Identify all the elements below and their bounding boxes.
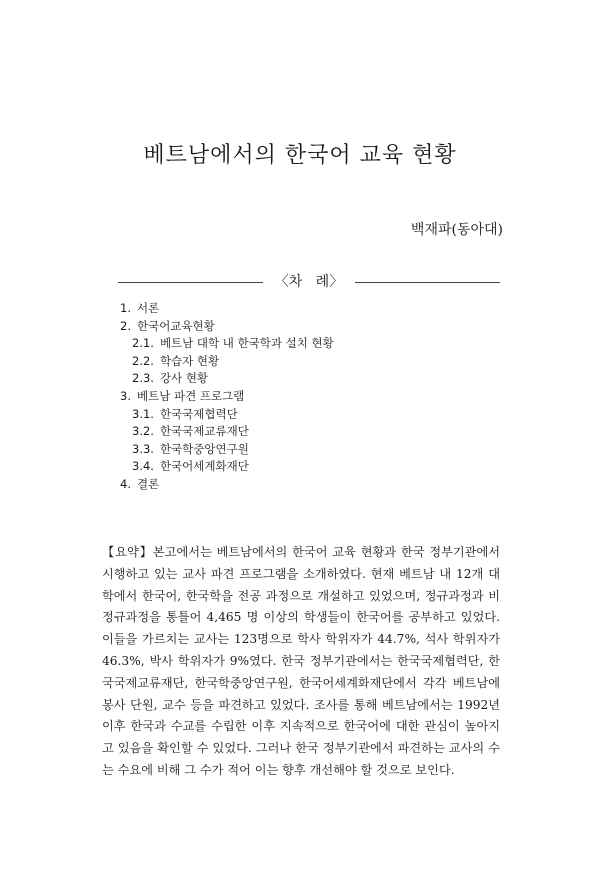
toc-item-number: 2. (120, 318, 131, 333)
toc-subitem (120, 406, 334, 424)
toc-heading (118, 272, 500, 292)
toc-item (120, 300, 334, 318)
author-affiliation: 백재파(동아대) (410, 222, 503, 238)
toc-subitem (120, 353, 334, 371)
toc-item-number: 3.2. (132, 424, 154, 439)
toc-subitem (120, 423, 334, 441)
toc-item-number: 2.3. (132, 371, 154, 386)
toc-item-text: 강사 현황 (159, 371, 209, 386)
toc-item (120, 388, 334, 406)
toc-item (120, 476, 334, 494)
paper-title: 베트남에서의 한국어 교육 현황 (143, 143, 457, 168)
toc-item-number: 3. (120, 388, 131, 403)
toc-rule-right (355, 282, 500, 283)
toc-item-number: 3.1. (132, 406, 154, 421)
abstract (102, 542, 500, 782)
toc-item-text: 학습자 현황 (159, 353, 220, 368)
toc-subitem (120, 370, 334, 388)
toc-item-number: 4. (120, 476, 131, 491)
abstract-text: 본고에서는 베트남에서의 한국어 교육 현황과 한국 정부기관에서 시행하고 있는 교사 파견 프로그램을 소개하였다. 현재 베트남 내 12개 대학에서 한국어, 한국학을 전공 과정으로 개설하고 있었으며, 정규과정과 비정규과정을 통틀어 4,465 명 이상의 학생들이 한국어를 공부하고 있었다. 이들을 가르치는 교사는 123명으로 학사 학위자가 44.7%, 석사 학위자가 46.3%, 박사 학위자가 9%였다. 한국 정부기관에서는 한국국제협력단, 한국국제교류재단, 한국학중앙연구원, 한국어세계화재단에서 각각 베트남에 봉사 단원, 교수 등을 파견하고 있었다. 조사를 통해 베트남에서는 1992년 이후 한국과 수교를 수립한 이후 지속적으로 한국어에 대한 관심이 높아지고 있음을 확인할 수 있었다. 그러나 한국 정부기관에서 파견하는 교사의 수는 수요에 비해 그 수가 적어 이는 향후 개선해야 할 것으로 보인다. (102, 545, 500, 777)
toc-heading-label: 〈차 례〉 (274, 274, 344, 290)
toc-item-text: 결론 (136, 476, 160, 491)
toc-item-text: 베트남 대학 내 한국학과 설치 현황 (159, 336, 334, 351)
toc-rule-left (118, 282, 263, 283)
toc-item-number: 2.2. (132, 353, 154, 368)
toc-item-text: 한국어교육현황 (136, 318, 215, 333)
toc-item-number: 3.4. (132, 459, 154, 474)
toc-item-number: 1. (120, 301, 131, 315)
toc-item-text: 한국국제협력단 (159, 406, 238, 421)
toc-item-number: 2.1. (132, 336, 154, 351)
toc-item-text: 한국어세계화재단 (159, 459, 249, 474)
toc-item-text: 서론 (136, 301, 160, 315)
toc-item-number: 3.3. (132, 441, 154, 456)
table-of-contents (120, 300, 334, 494)
abstract-label: 【요약】 (102, 545, 153, 559)
toc-item-text: 베트남 파견 프로그램 (136, 388, 245, 403)
toc-item (120, 318, 334, 336)
toc-item-text: 한국국제교류재단 (159, 424, 249, 439)
toc-subitem (120, 441, 334, 459)
toc-item-text: 한국학중앙연구원 (159, 441, 249, 456)
toc-subitem (120, 335, 334, 353)
toc-subitem (120, 458, 334, 476)
